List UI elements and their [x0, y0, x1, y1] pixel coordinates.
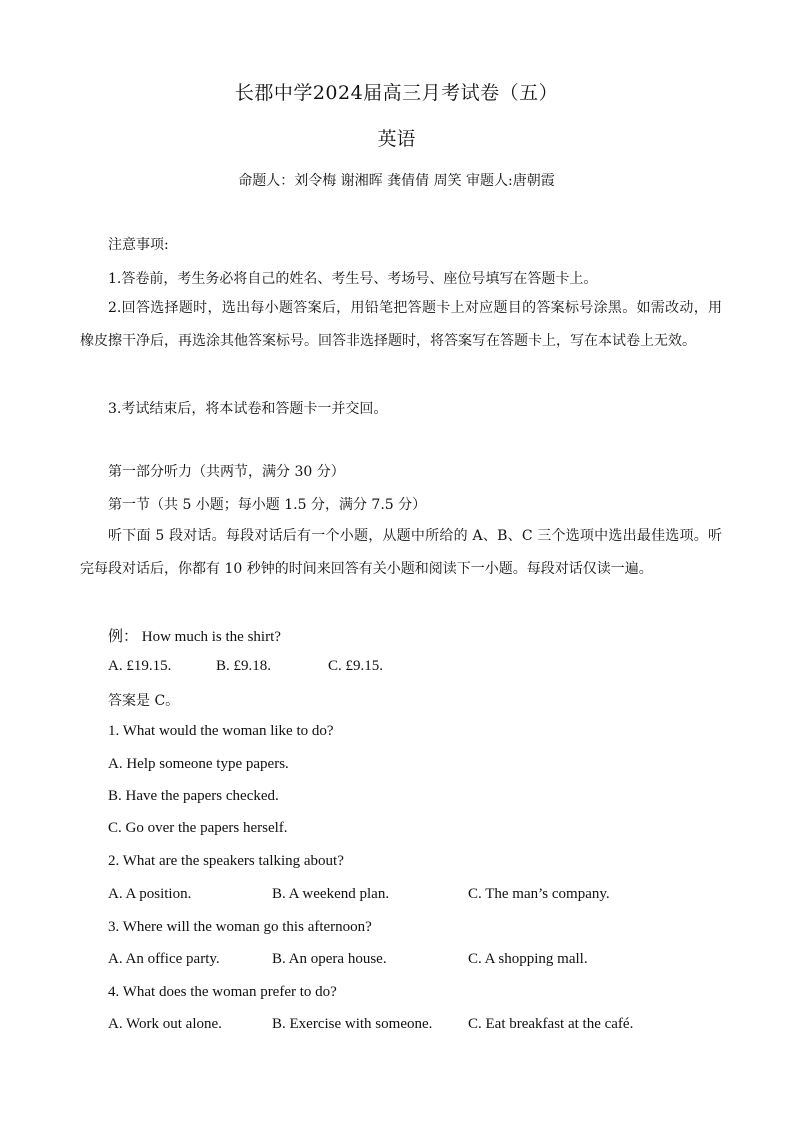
part1-heading: 第一部分听力（共两节，满分 30 分）: [108, 464, 345, 480]
question-4: 4. What does the woman prefer to do?: [108, 984, 337, 1000]
question-4-option-b: B. Exercise with someone.: [272, 1016, 433, 1032]
authors-line: 命题人：刘令梅 谢湘晖 龚倩倩 周笑 审题人:唐朝霞: [238, 173, 555, 189]
question-3-option-a: A. An office party.: [108, 951, 220, 967]
question-2: 2. What are the speakers talking about?: [108, 853, 344, 869]
question-3-option-b: B. An opera house.: [272, 951, 387, 967]
section1-heading: 第一节（共 5 小题；每小题 1.5 分，满分 7.5 分）: [108, 497, 427, 513]
question-2-option-b: B. A weekend plan.: [272, 886, 390, 902]
question-3-option-c: C. A shopping mall.: [468, 951, 588, 967]
question-1-option-a: A. Help someone type papers.: [108, 756, 289, 772]
page-title: 长郡中学2024届高三月考试卷（五）: [234, 82, 559, 104]
listening-instructions: 听下面 5 段对话。每段对话后有一个小题，从题中所给的 A、B、C 三个选项中选出最佳选项。听完每段对话后，你都有 10 秒钟的时间来回答有关小题和阅读下一小题。每段对话仅读一遍。: [80, 528, 722, 577]
question-2-option-c: C. The man’s company.: [468, 886, 610, 902]
example-question: 例： How much is the shirt?: [108, 629, 281, 645]
notice-item-1: 1.答卷前，考生务必将自己的姓名、考生号、考场号、座位号填写在答题卡上。: [108, 271, 598, 287]
notice-heading: 注意事项:: [108, 237, 169, 253]
example-option-c: C. £9.15.: [328, 658, 384, 674]
notice-item-3: 3.考试结束后，将本试卷和答题卡一并交回。: [108, 401, 388, 417]
notice-item-2: 2.回答选择题时，选出每小题答案后，用铅笔把答题卡上对应题目的答案标号涂黑。如需改动，用橡皮擦干净后，再选涂其他答案标号。回答非选择题时，将答案写在答题卡上，写在本试卷上无效。: [80, 300, 722, 349]
example-answer: 答案是 C。: [108, 693, 180, 709]
example-option-a: A. £19.15.: [108, 658, 172, 674]
question-2-option-a: A. A position.: [108, 886, 192, 902]
question-3: 3. Where will the woman go this afternoon?: [108, 919, 372, 935]
question-1: 1. What would the woman like to do?: [108, 723, 334, 739]
question-4-option-c: C. Eat breakfast at the café.: [468, 1016, 634, 1032]
question-4-option-a: A. Work out alone.: [108, 1016, 222, 1032]
question-1-option-b: B. Have the papers checked.: [108, 788, 279, 804]
subject-heading: 英语: [377, 128, 416, 150]
example-option-b: B. £9.18.: [216, 658, 272, 674]
question-1-option-c: C. Go over the papers herself.: [108, 820, 288, 836]
